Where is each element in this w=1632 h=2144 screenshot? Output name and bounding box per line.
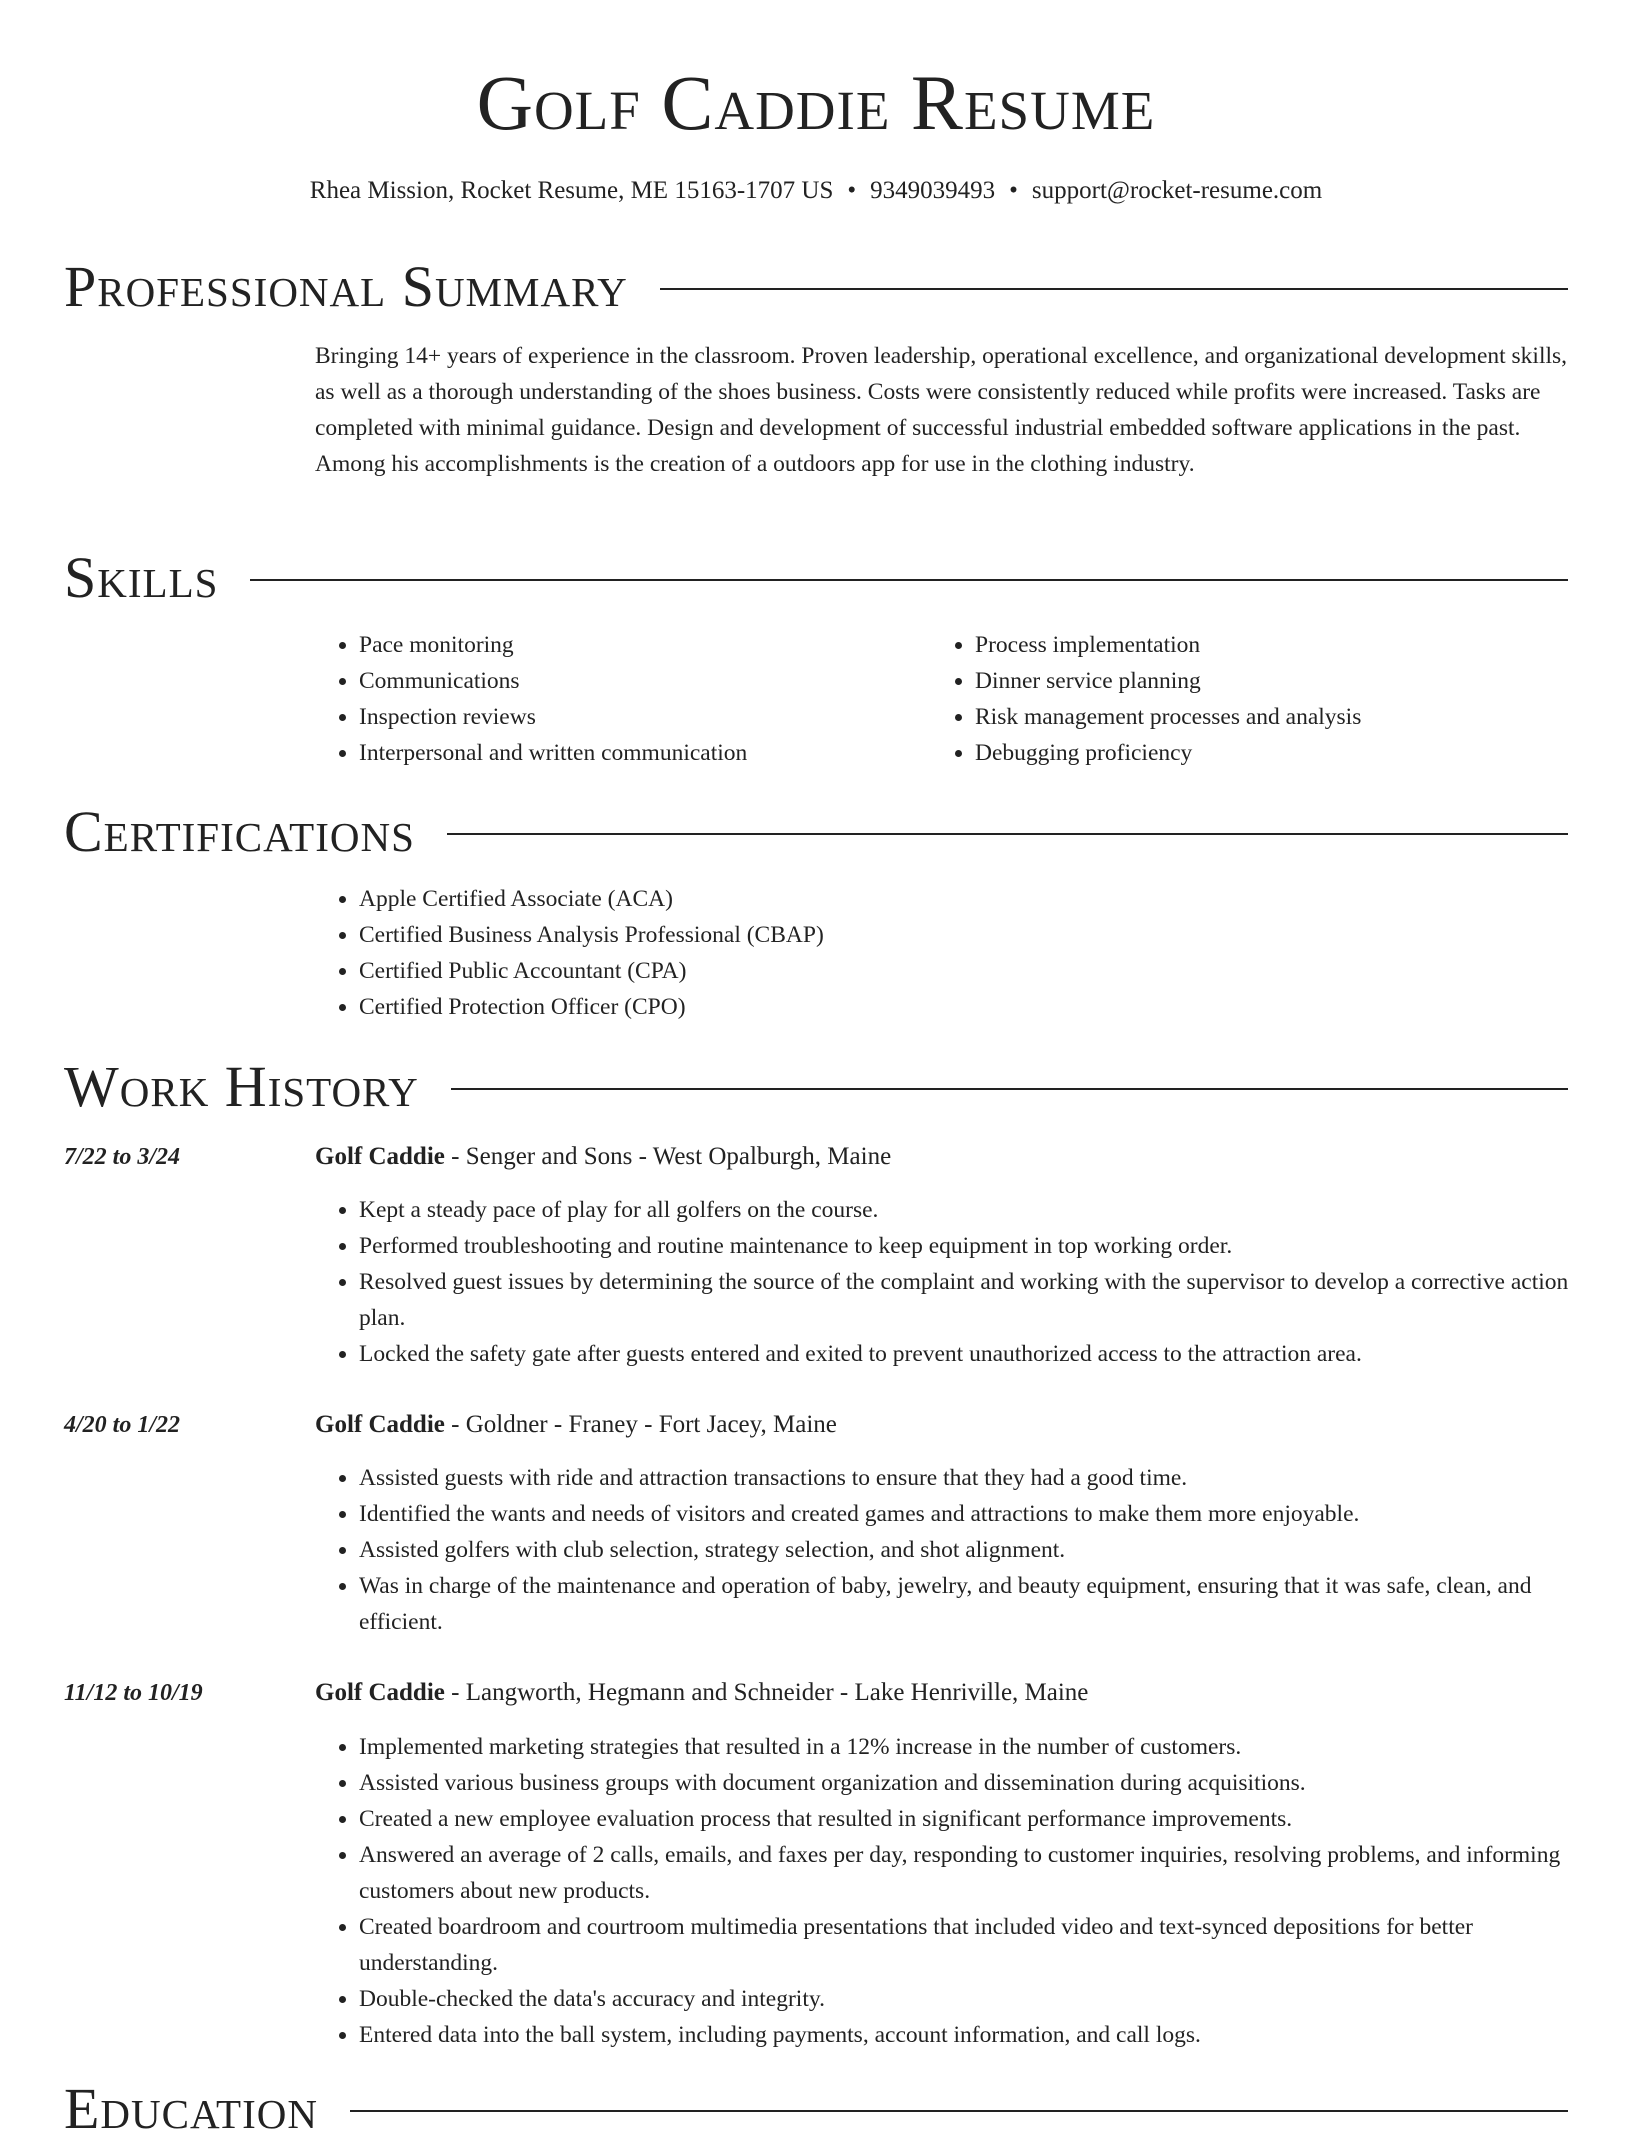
contact-separator: •: [1009, 177, 1018, 204]
job-heading: [315, 1407, 1571, 1443]
job-dates: 4/20 to 1/22: [64, 1412, 181, 1438]
job-duties: [315, 1729, 1571, 2053]
section-divider: [250, 579, 1568, 581]
education-heading-text: Education: [64, 2076, 318, 2141]
certifications-heading-text: Certifications: [64, 799, 415, 864]
job-duty: • Performed troubleshooting and routine maintenance to keep equipment in top working order.: [359, 1228, 1571, 1264]
skill-item: • Interpersonal and written communication: [359, 735, 931, 771]
skill-item: • Process implementation: [975, 627, 1547, 663]
certifications-list: [315, 881, 1571, 1025]
job-employer: - Goldner - Franey - Fort Jacey, Maine: [444, 1411, 837, 1438]
certifications-section-heading: [64, 797, 1568, 867]
job-duty: • Identified the wants and needs of visitors and created games and attractions to make them more enjoyable.: [359, 1496, 1571, 1532]
summary-section-heading: [64, 252, 1568, 322]
section-divider: [447, 833, 1568, 835]
skills-heading-text: Skills: [64, 545, 219, 610]
work-history-section-heading: [64, 1052, 1568, 1122]
job-duty: • Double-checked the data's accuracy and integrity.: [359, 1981, 1571, 2017]
job-duties: [315, 1192, 1571, 1372]
skill-item: • Inspection reviews: [359, 699, 931, 735]
skill-item: • Communications: [359, 663, 931, 699]
job-duty: • Created boardroom and courtroom multimedia presentations that included video and text-synced depositions for better understanding.: [359, 1909, 1571, 1981]
job-duty: • Resolved guest issues by determining the source of the complaint and working with the supervisor to develop a corrective action plan.: [359, 1264, 1571, 1336]
job-dates: 7/22 to 3/24: [64, 1144, 181, 1170]
job-title: Golf Caddie: [315, 1411, 445, 1438]
job-duty: • Locked the safety gate after guests entered and exited to prevent unauthorized access to the attraction area.: [359, 1336, 1571, 1372]
summary-text: Bringing 14+ years of experience in the classroom. Proven leadership, operational excellence, and organizational development skills, as well as a thorough understanding of the shoes business. Costs were consistently reduced while profits were increased. Tasks are completed with minimal guidance. Design and development of successful industrial embedded software applications in the past. Among his accomplishments is the creation of a outdoors app for use in the clothing industry.: [315, 343, 1568, 477]
job-duty: • Entered data into the ball system, including payments, account information, and call logs.: [359, 2017, 1571, 2053]
job-duty: • Kept a steady pace of play for all golfers on the course.: [359, 1192, 1571, 1228]
certification-item: • Certified Business Analysis Professional (CBAP): [359, 917, 1571, 953]
skills-section-heading: [64, 543, 1568, 613]
skill-item: • Pace monitoring: [359, 627, 931, 663]
education-section-heading: [64, 2074, 1568, 2144]
section-divider: [660, 288, 1568, 290]
work-history-heading-text: Work History: [64, 1054, 419, 1119]
skill-item: • Dinner service planning: [975, 663, 1547, 699]
job-dates: 11/12 to 10/19: [64, 1680, 203, 1706]
job-duty: • Assisted various business groups with document organization and dissemination during acquisitions.: [359, 1765, 1571, 1801]
skills-column-left: [315, 627, 931, 771]
job-duty: • Assisted guests with ride and attraction transactions to ensure that they had a good time.: [359, 1460, 1571, 1496]
contact-phone: 9349039493: [870, 177, 996, 204]
job-heading: [315, 1675, 1571, 1711]
job-duty: • Assisted golfers with club selection, strategy selection, and shot alignment.: [359, 1532, 1571, 1568]
resume-title: Golf Caddie Resume: [476, 59, 1156, 146]
job-title: Golf Caddie: [315, 1679, 445, 1706]
job-heading: [315, 1139, 1571, 1175]
contact-separator: •: [847, 177, 857, 204]
contact-line: [0, 173, 1632, 209]
skill-item: • Debugging proficiency: [975, 735, 1547, 771]
job-duty: • Created a new employee evaluation process that resulted in significant performance improvements.: [359, 1801, 1571, 1837]
job-duties: [315, 1460, 1571, 1640]
skill-item: • Risk management processes and analysis: [975, 699, 1547, 735]
summary-heading-text: Professional Summary: [64, 254, 628, 319]
certification-item: • Certified Protection Officer (CPO): [359, 989, 1571, 1025]
contact-email: support@rocket-resume.com: [1031, 177, 1323, 204]
job-duty: • Answered an average of 2 calls, emails, and faxes per day, responding to customer inquiries, resolving problems, and informing customers about new products.: [359, 1837, 1571, 1909]
certification-item: • Certified Public Accountant (CPA): [359, 953, 1571, 989]
certification-item: • Apple Certified Associate (ACA): [359, 881, 1571, 917]
section-divider: [451, 1088, 1568, 1090]
contact-address: Rhea Mission, Rocket Resume, ME 15163-1707 US: [309, 177, 834, 204]
job-title: Golf Caddie: [315, 1143, 445, 1170]
job-duty: • Implemented marketing strategies that resulted in a 12% increase in the number of customers.: [359, 1729, 1571, 1765]
job-duty: • Was in charge of the maintenance and operation of baby, jewelry, and beauty equipment, ensuring that it was safe, clean, and efficient.: [359, 1568, 1571, 1640]
job-employer: - Langworth, Hegmann and Schneider - Lake Henriville, Maine: [444, 1679, 1089, 1706]
skills-column-right: [931, 627, 1547, 771]
job-employer: - Senger and Sons - West Opalburgh, Maine: [444, 1143, 892, 1170]
skills-list: [315, 627, 1571, 771]
